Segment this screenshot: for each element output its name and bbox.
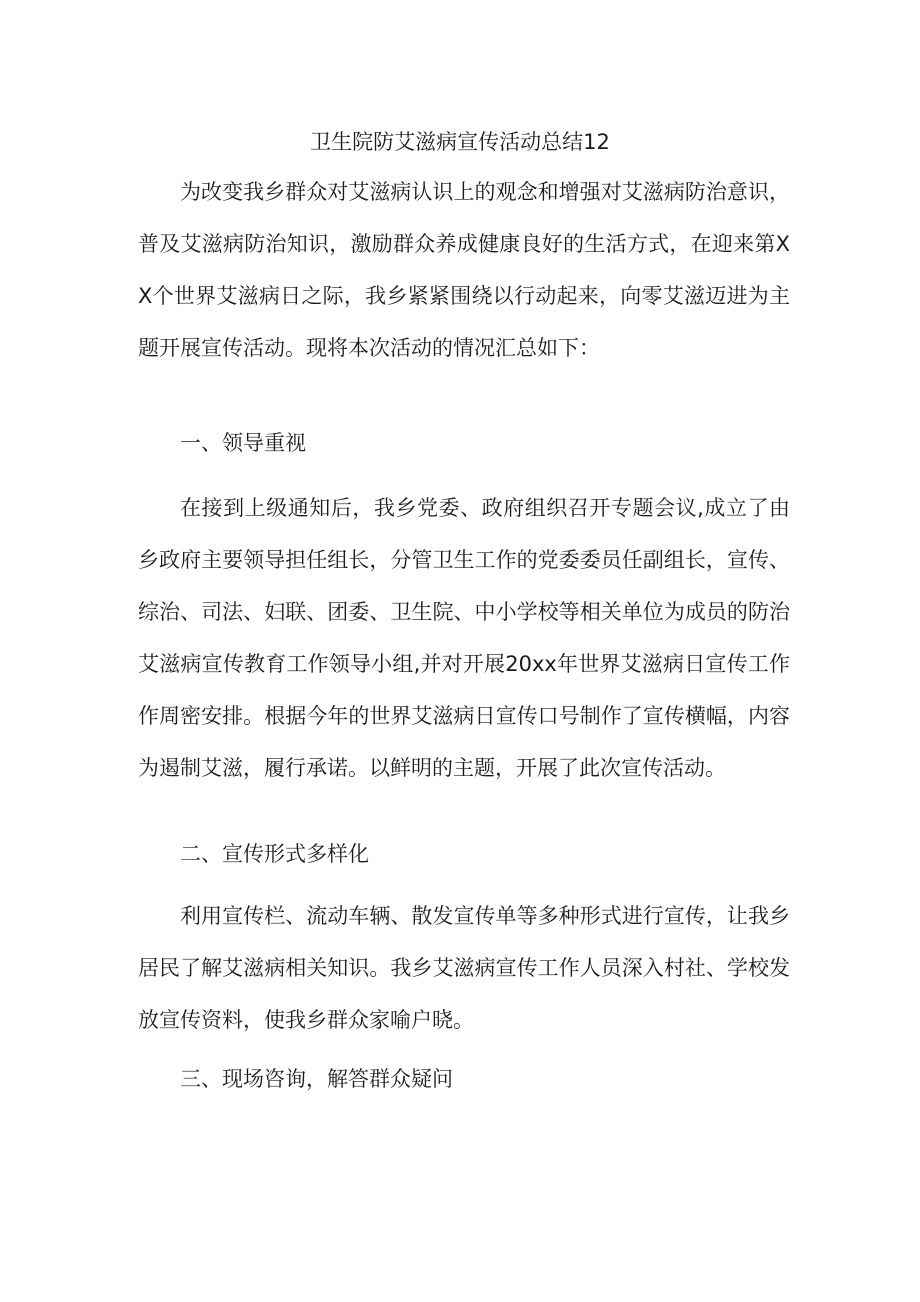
section-heading-1: 一、领导重视 [180,431,306,455]
section-body-2: 利用宣传栏、流动车辆、散发宣传单等多种形式进行宣传，让我乡居民了解艾滋病相关知识。我乡艾滋病宣传工作人员深入村社、学校发放宣传资料，使我乡群众家喻户晓。 [138,904,790,1032]
intro-paragraph: 为改变我乡群众对艾滋病认识上的观念和增强对艾滋病防治意识，普及艾滋病防治知识，激励群众养成健康良好的生活方式，在迎来第XX个世界艾滋病日之际，我乡紧紧围绕以行动起来，向零艾滋迈进为主题开展宣传活动。现将本次活动的情况汇总如下： [138,180,790,360]
section-heading-3: 三、现场咨询，解答群众疑问 [180,1067,453,1091]
document-title: 卫生院防艾滋病宣传活动总结12 [310,130,610,154]
section-heading-2: 二、宣传形式多样化 [180,842,369,866]
section-body-1: 在接到上级通知后，我乡党委、政府组织召开专题会议,成立了由乡政府主要领导担任组长，分管卫生工作的党委委员任副组长，宣传、综治、司法、妇联、团委、卫生院、中小学校等相关单位为成员的防治艾滋病宣传教育工作领导小组,并对开展20xx年世界艾滋病日宣传工作作周密安排。根据今年的世界艾滋病日宣传口号制作了宣传横幅，内容为遏制艾滋，履行承诺。以鲜明的主题，开展了此次宣传活动。 [138,496,790,780]
